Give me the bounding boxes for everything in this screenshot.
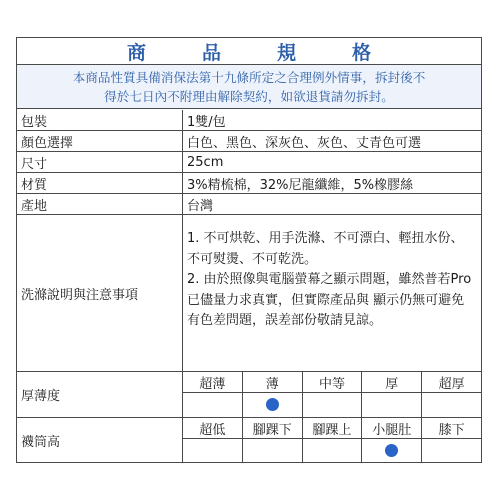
spec-label: 材質	[17, 173, 183, 193]
spec-row-material	[17, 173, 481, 194]
care-item: 1. 不可烘乾、用手洗滌、不可漂白、輕扭水份、不可熨燙、不可乾洗。	[187, 231, 464, 267]
selected-dot-icon	[385, 444, 398, 457]
title-char: 品	[201, 41, 221, 64]
scale-option: 腳踝下	[243, 418, 303, 438]
thickness-scale	[183, 372, 481, 417]
spec-row-size	[17, 152, 481, 173]
scale-marker-cell	[243, 438, 303, 462]
scale-marker-cell	[243, 392, 303, 417]
title-char: 格	[352, 41, 372, 64]
notice-line: 得於七日內不附理由解除契約，如欲退貨請勿拆封。	[104, 89, 394, 104]
spec-row-packaging	[17, 110, 481, 131]
spec-row-origin	[17, 194, 481, 215]
spec-value: 台灣	[187, 198, 214, 214]
title-char: 規	[277, 41, 297, 64]
selected-dot-icon	[266, 398, 279, 411]
scale-option: 超薄	[183, 372, 243, 392]
scale-option: 薄	[243, 372, 303, 392]
spec-value: 3%精梳棉，32%尼龍纖維，5%橡膠絲	[187, 177, 414, 193]
thickness-row	[17, 372, 481, 418]
sock-height-scale	[183, 418, 481, 462]
spec-row-colors	[17, 131, 481, 152]
product-spec-table	[16, 37, 482, 463]
spec-label: 厚薄度	[17, 372, 183, 417]
spec-value: 白色、黑色、深灰色、灰色、丈青色可選	[187, 135, 422, 151]
scale-option: 中等	[303, 372, 363, 392]
scale-marker-cell	[422, 392, 481, 417]
scale-marker-cell	[422, 438, 481, 462]
scale-option: 膝下	[438, 422, 465, 438]
title-char: 商	[126, 41, 146, 64]
scale-option: 腳踝上	[303, 418, 363, 438]
sock-height-row	[17, 418, 481, 462]
care-item: 2. 由於照像與電腦螢幕之顯示問題，雖然普若Pro已儘量力求真實，但實際產品與 顯示仍無可避免有色差問題，誤差部份敬請見諒。	[187, 272, 472, 328]
spec-value: 1雙/包	[187, 114, 226, 130]
spec-value: 25cm	[187, 154, 224, 170]
spec-label: 顏色選擇	[17, 131, 183, 151]
return-policy-notice	[17, 65, 481, 109]
scale-marker-cell	[183, 392, 243, 417]
spec-label: 洗滌說明與注意事項	[17, 215, 183, 371]
scale-marker-cell	[362, 438, 422, 462]
scale-marker-cell	[303, 438, 363, 462]
notice-line: 本商品性質具備消保法第十九條所定之合理例外情事，拆封後不	[72, 70, 426, 85]
care-instructions	[183, 215, 481, 371]
spec-label: 襪筒高	[17, 418, 183, 462]
thickness-markers	[183, 392, 481, 417]
scale-option: 超低	[183, 418, 243, 438]
spec-label: 包裝	[17, 110, 183, 130]
scale-option: 小腿肚	[362, 418, 422, 438]
scale-marker-cell	[362, 392, 422, 417]
scale-option: 超厚	[438, 376, 465, 392]
spec-label: 產地	[17, 194, 183, 214]
scale-marker-cell	[303, 392, 363, 417]
spec-row-care	[17, 215, 481, 372]
spec-label: 尺寸	[17, 152, 183, 172]
scale-option: 厚	[362, 372, 422, 392]
table-title	[17, 38, 481, 65]
sock-height-markers	[183, 438, 481, 462]
scale-marker-cell	[183, 438, 243, 462]
